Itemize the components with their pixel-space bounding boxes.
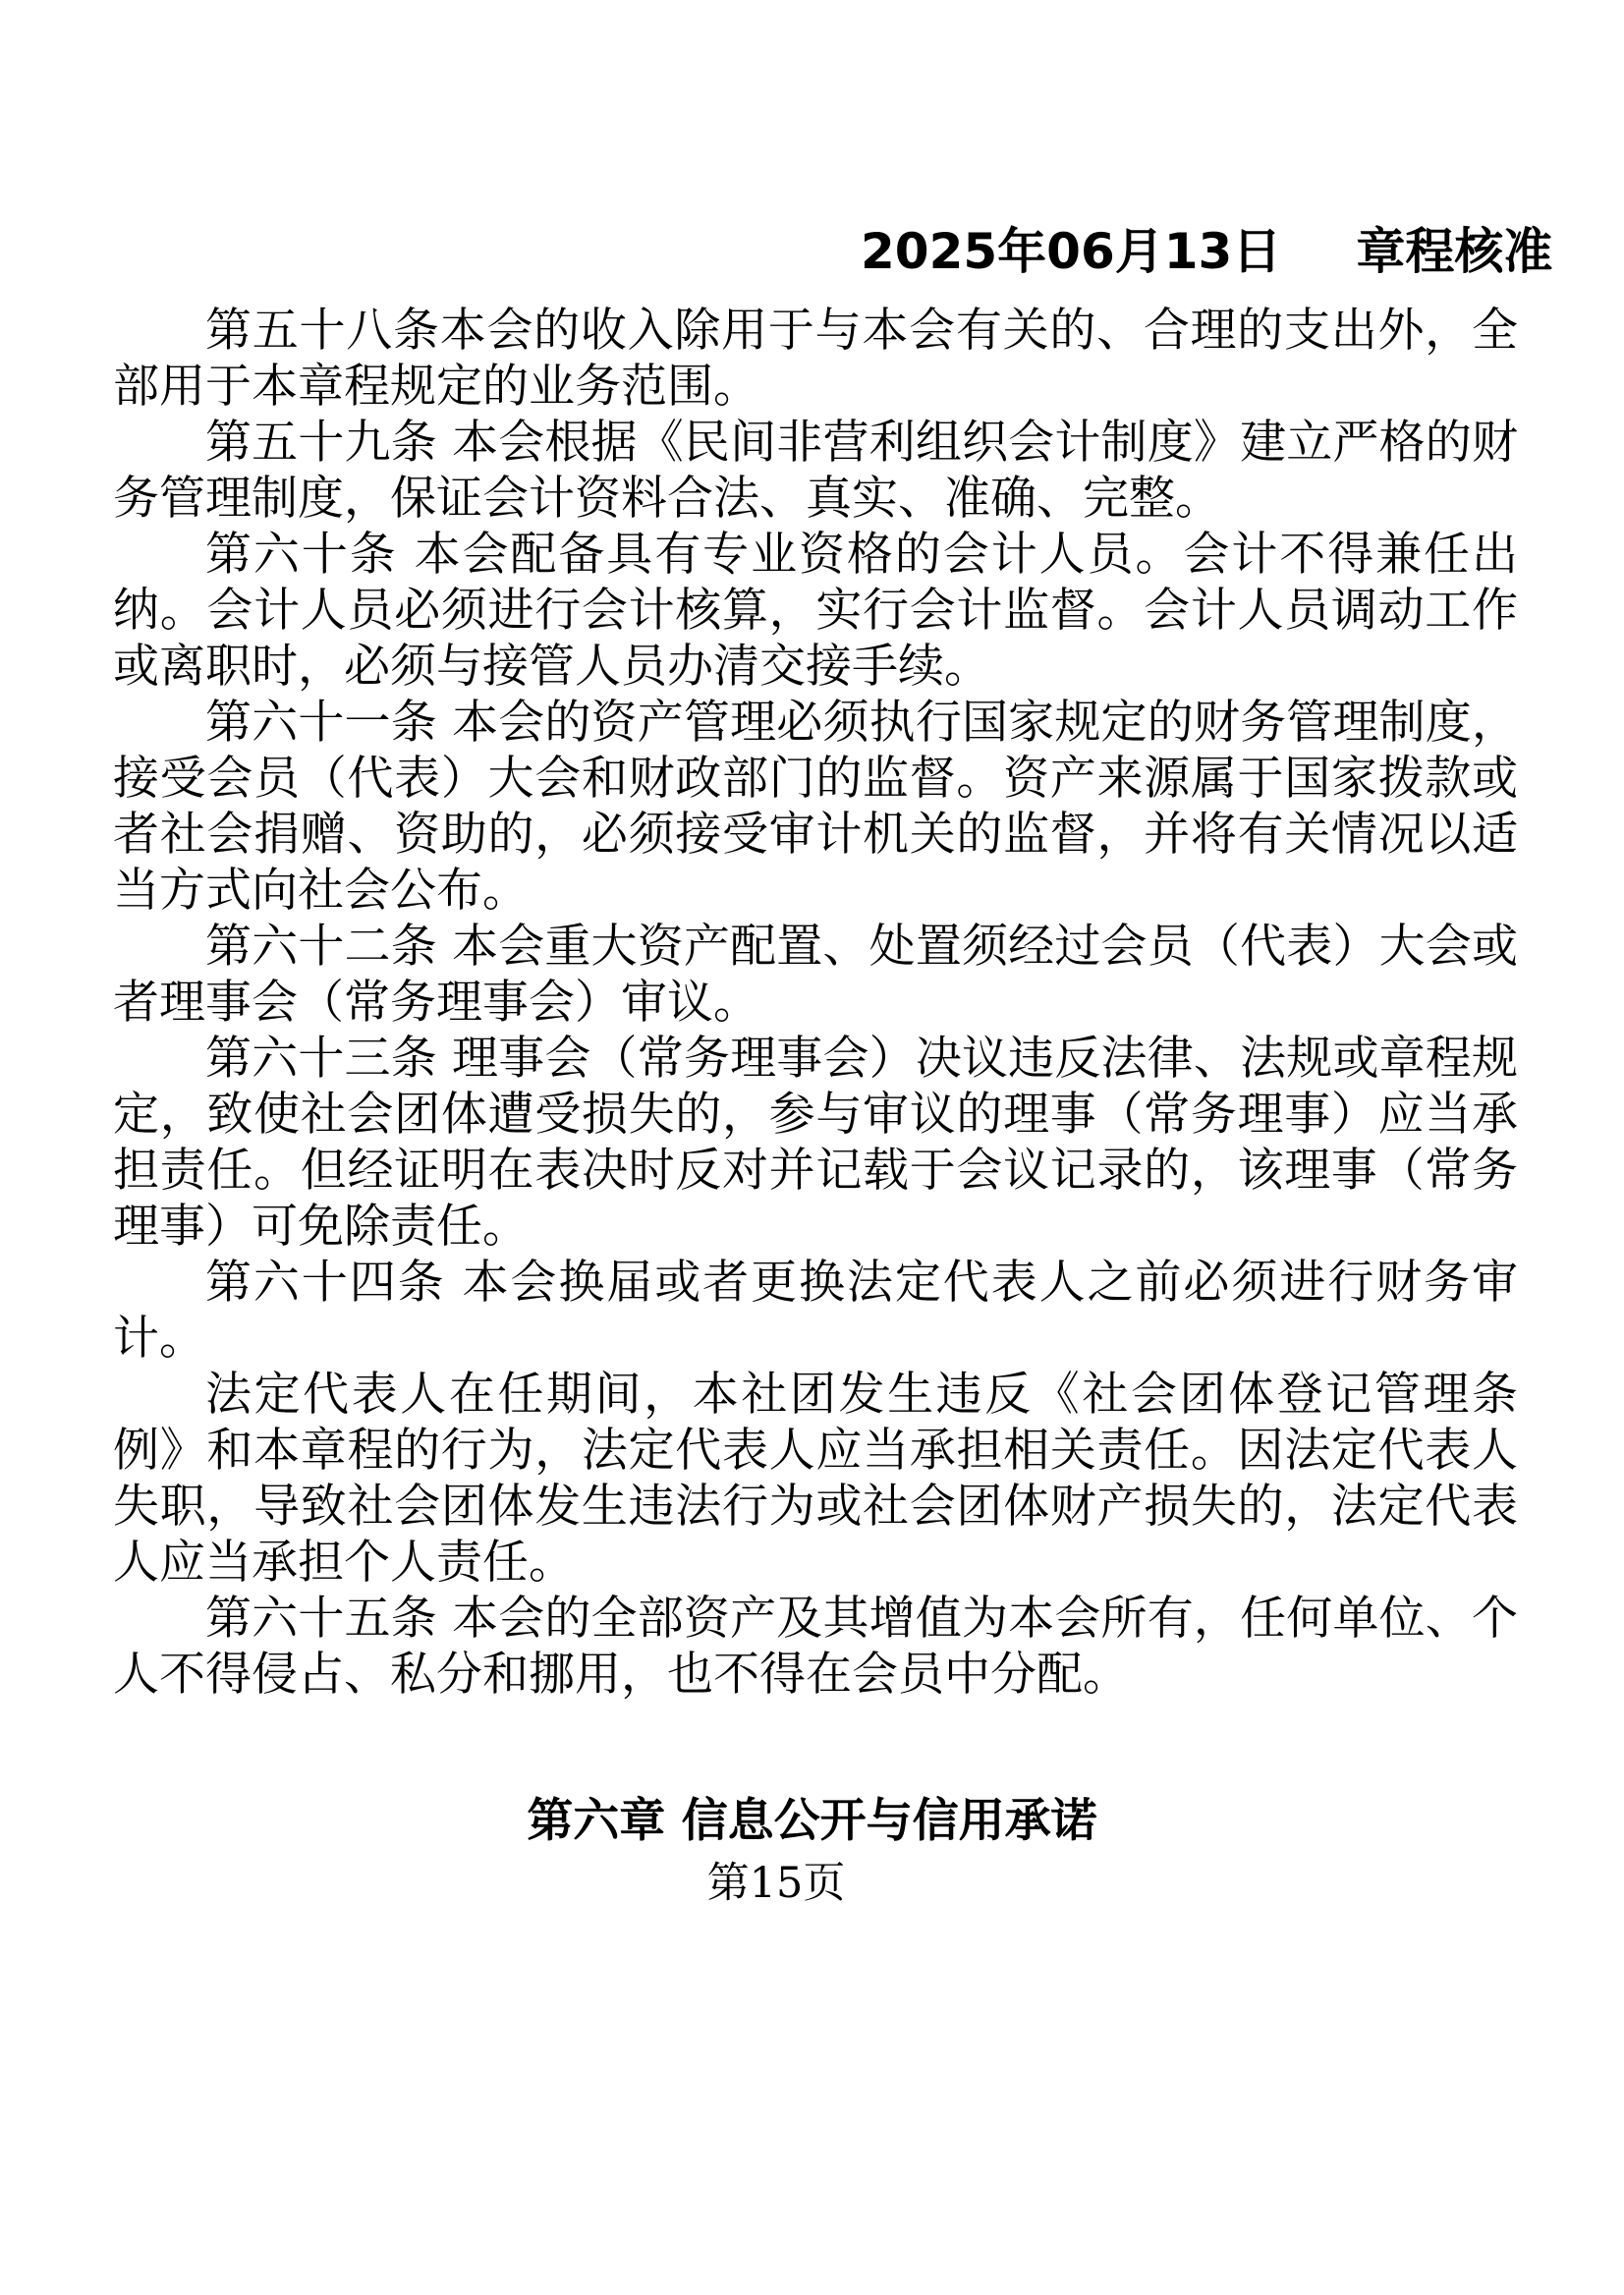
chapter-six-heading: 第六章 信息公开与信用承诺 [527,1794,1097,1848]
paragraph-article-62: 第六十二条 本会重大资产配置、处置须经过会员（代表）大会或者理事会（常务理事会）审议。 [113,920,1518,1030]
paragraph-article-58: 第五十八条本会的收入除用于与本会有关的、合理的支出外，全部用于本章程规定的业务范围。 [113,304,1518,414]
paragraph-article-64: 第六十四条 本会换届或者更换法定代表人之前必须进行财务审计。 [113,1256,1518,1366]
paragraph-article-61: 第六十一条 本会的资产管理必须执行国家规定的财务管理制度，接受会员（代表）大会和财政部门的监督。资产来源属于国家拨款或者社会捐赠、资助的，必须接受审计机关的监督，并将有关情况以适当方式向社会公布。 [113,696,1518,918]
approval-stamp-label: 章程核准 [1356,223,1553,280]
paragraph-article-59: 第五十九条 本会根据《民间非营利组织会计制度》建立严格的财务管理制度，保证会计资料合法、真实、准确、完整。 [113,416,1518,526]
paragraph-legal-representative-liability: 法定代表人在任期间，本社团发生违反《社会团体登记管理条例》和本章程的行为，法定代表人应当承担相关责任。因法定代表人失职，导致社会团体发生违法行为或社会团体财产损失的，法定代表人应当承担个人责任。 [113,1368,1518,1590]
paragraph-article-65: 第六十五条 本会的全部资产及其增值为本会所有，任何单位、个人不得侵占、私分和挪用，也不得在会员中分配。 [113,1592,1518,1702]
charter-body [113,303,1518,1703]
approval-date: 2025年06月13日 [861,223,1282,280]
page-number: 第15页 [706,1859,846,1908]
page-header [861,224,1552,281]
paragraph-article-60: 第六十条 本会配备具有专业资格的会计人员。会计不得兼任出纳。会计人员必须进行会计核算，实行会计监督。会计人员调动工作或离职时，必须与接管人员办清交接手续。 [113,528,1518,694]
paragraph-article-63: 第六十三条 理事会（常务理事会）决议违反法律、法规或章程规定，致使社会团体遭受损失的，参与审议的理事（常务理事）应当承担责任。但经证明在表决时反对并记载于会议记录的，该理事（常务理事）可免除责任。 [113,1032,1518,1254]
